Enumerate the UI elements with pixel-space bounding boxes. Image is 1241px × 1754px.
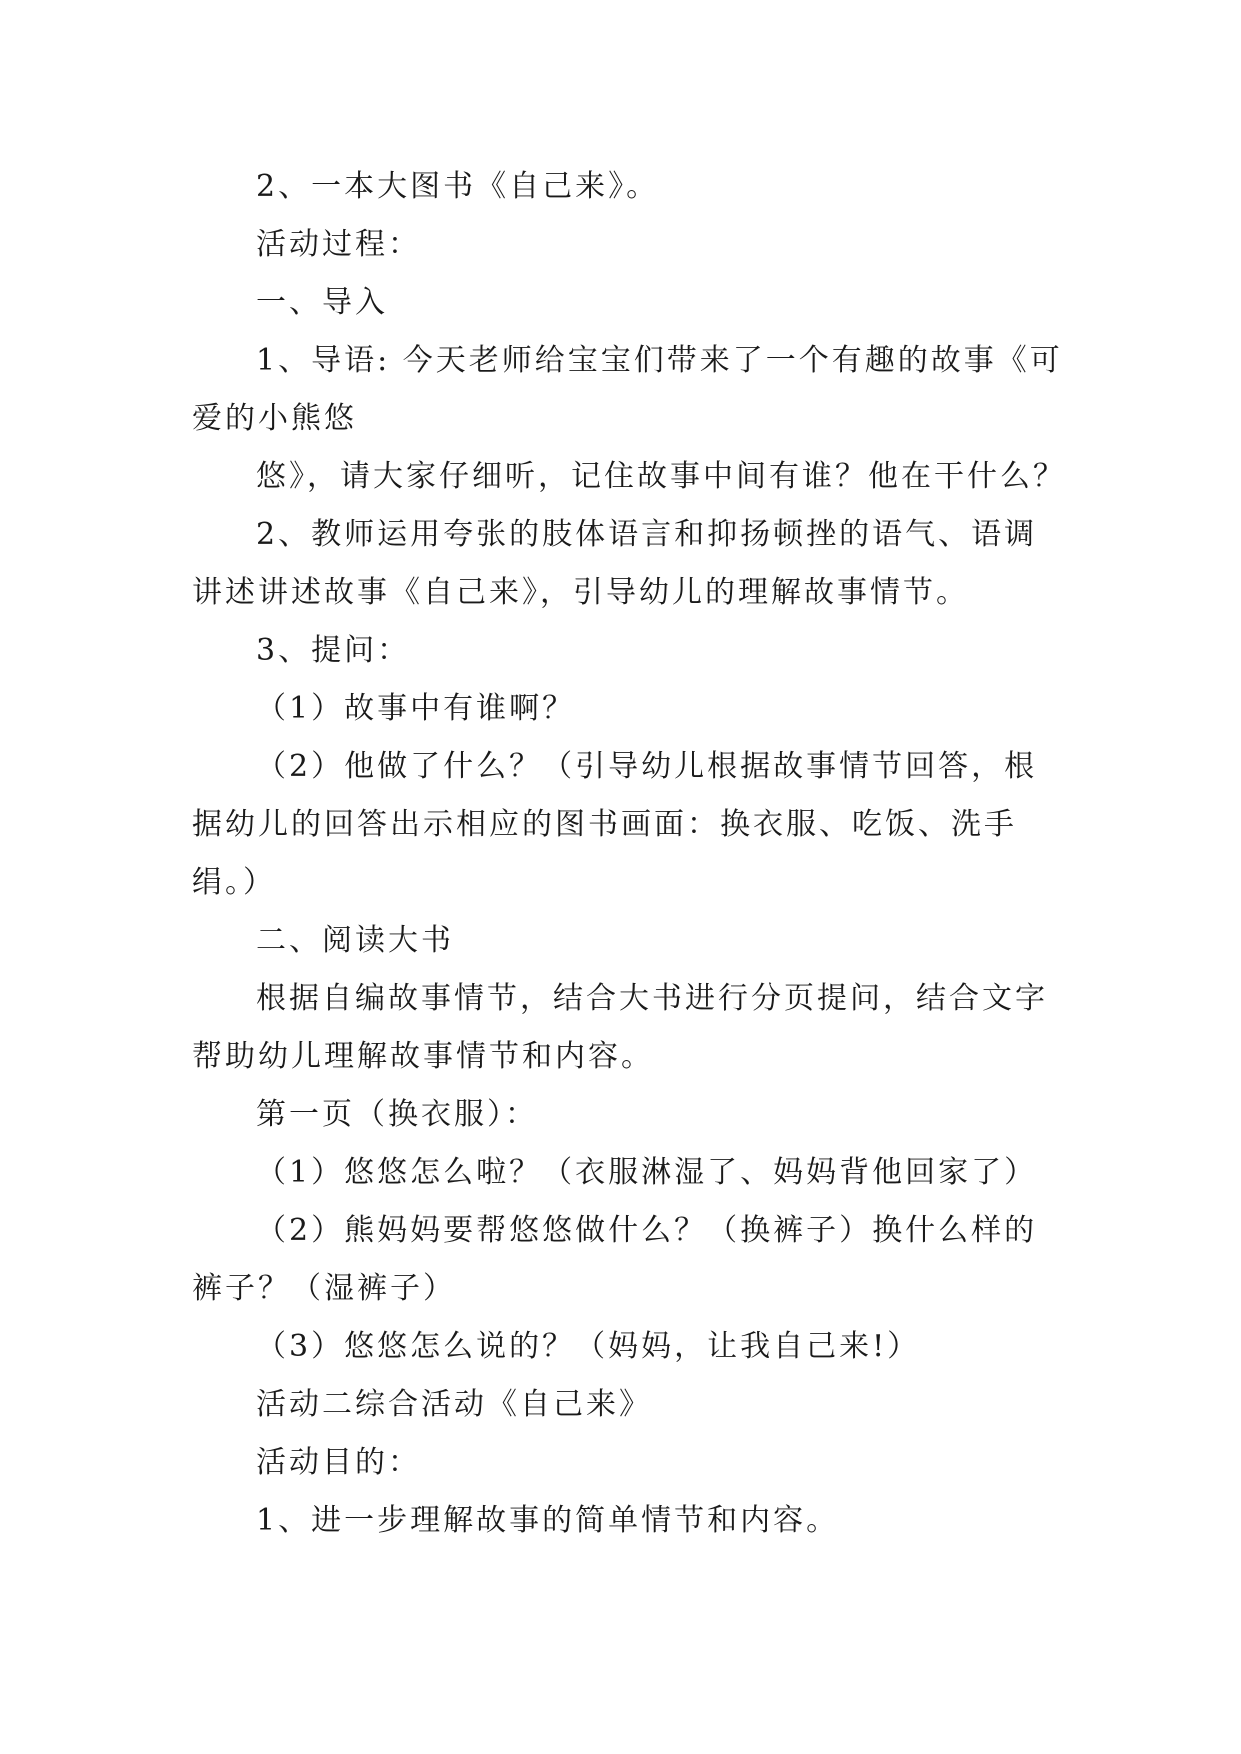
text-line: 活动二综合活动《自己来》 (256, 1387, 652, 1422)
text-line: （3）悠悠怎么说的？（妈妈，让我自己来!） (256, 1329, 921, 1364)
text-line: 根据自编故事情节，结合大书进行分页提问，结合文字 (256, 981, 1048, 1016)
text-line: 讲述讲述故事《自己来》，引导幼儿的理解故事情节。 (192, 575, 969, 610)
text-line: （1）故事中有谁啊？ (256, 691, 576, 726)
text-line: 活动目的： (256, 1445, 421, 1480)
text-line: 3、提问： (256, 633, 411, 668)
text-line: 2、一本大图书《自己来》。 (256, 169, 660, 204)
text-line: 一、导入 (256, 285, 388, 320)
text-line: 1、进一步理解故事的简单情节和内容。 (256, 1503, 840, 1538)
text-line: 二、阅读大书 (256, 923, 454, 958)
document-body (192, 158, 1066, 1550)
text-line: 2、教师运用夸张的肢体语言和抑扬顿挫的语气、语调 (256, 517, 1038, 552)
text-line: 第一页（换衣服）： (256, 1097, 538, 1132)
text-line: （2）他做了什么？（引导幼儿根据故事情节回答，根 (256, 749, 1038, 784)
text-line: 爱的小熊悠 (192, 401, 357, 436)
text-line: （1）悠悠怎么啦？（衣服淋湿了、妈妈背他回家了） (256, 1155, 1038, 1190)
text-line: 活动过程： (256, 227, 421, 262)
text-line: 据幼儿的回答出示相应的图书画面：换衣服、吃饭、洗手 (192, 807, 1017, 842)
text-line: 1、导语: 今天老师给宝宝们带来了一个有趣的故事《可 (256, 343, 1063, 378)
text-line: 帮助幼儿理解故事情节和内容。 (192, 1039, 654, 1074)
text-line: 悠》，请大家仔细听，记住故事中间有谁？他在干什么？ (256, 459, 1066, 494)
text-line: （2）熊妈妈要帮悠悠做什么？（换裤子）换什么样的 (256, 1213, 1038, 1248)
text-line: 裤子？（湿裤子） (192, 1271, 456, 1306)
text-line: 绢。） (192, 865, 276, 900)
